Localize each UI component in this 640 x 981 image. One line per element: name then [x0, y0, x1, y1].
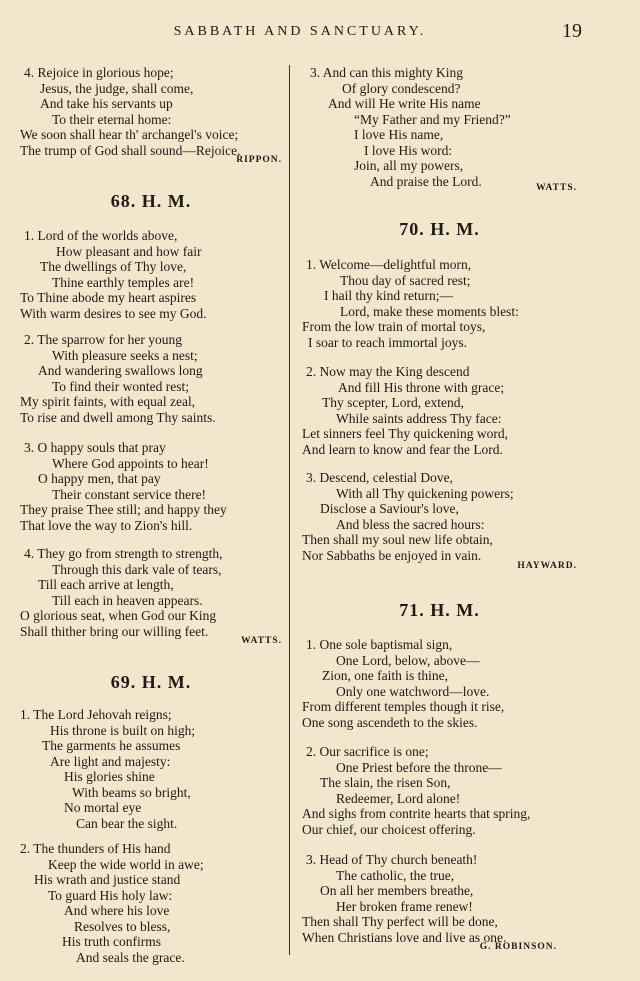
verse-line: How pleasant and how fair	[56, 243, 202, 259]
verse-line: My spirit faints, with equal zeal,	[20, 394, 196, 409]
running-title: SABBATH AND SANCTUARY.	[173, 24, 427, 39]
verse-line: 2. The thunders of His hand	[20, 841, 171, 856]
attribution: HAYWARD.	[517, 561, 577, 571]
verse-line: Keep the wide world in awe;	[48, 856, 204, 872]
attribution: G. ROBINSON.	[479, 942, 557, 952]
verse-line: That love the way to Zion's hill.	[20, 517, 193, 533]
verse	[20, 546, 222, 639]
verse	[302, 744, 530, 837]
verse-line: And learn to know and fear the Lord.	[302, 441, 503, 457]
verse-line: Resolves to bless,	[74, 918, 171, 934]
verse-line: Thine earthly temples are!	[52, 274, 195, 290]
verse-line: The trump of God shall sound—Rejoice.	[20, 142, 241, 158]
verse-line: His wrath and justice stand	[34, 872, 181, 887]
attribution: RIPPON.	[236, 155, 282, 165]
verse-line: They praise Thee still; and happy they	[20, 502, 227, 517]
verse-line: While saints address Thy face:	[336, 410, 502, 426]
verse	[302, 852, 506, 945]
verse-line: And will He write His name	[328, 96, 481, 111]
verse-line: Till each arrive at length,	[38, 577, 174, 592]
verse-line: Where God appoints to hear!	[52, 455, 209, 471]
verse-line: One Lord, below, above—	[336, 652, 480, 668]
verse-line: 4. Rejoice in glorious hope;	[24, 65, 174, 80]
verse-line: Thy scepter, Lord, extend,	[322, 395, 464, 410]
verse-line: Join, all my powers,	[354, 158, 464, 173]
verse-line: I love His name,	[354, 127, 444, 142]
verse-line: Jesus, the judge, shall come,	[40, 80, 194, 96]
verse	[302, 637, 504, 730]
verse-line: Their constant service there!	[52, 486, 207, 502]
verse-line: 2. Our sacrifice is one;	[306, 744, 429, 759]
verse-line: Lord, make these moments blest:	[340, 303, 519, 319]
verse-line: His throne is built on high;	[50, 722, 196, 738]
verse-line: Then shall Thy perfect will be done,	[302, 914, 498, 929]
verse-line: We soon shall hear th' archangel's voice;	[20, 127, 239, 142]
verse-line: 3. O happy souls that pray	[24, 440, 166, 455]
verse-line: With pleasure seeks a nest;	[52, 347, 198, 363]
verse-line: 3. And can this mighty King	[310, 65, 463, 80]
verse-line: And where his love	[64, 903, 170, 918]
verse-line: When Christians love and live as one.	[302, 929, 507, 945]
column-divider	[289, 65, 290, 955]
verse-line: I love His word:	[364, 142, 453, 158]
verse-line: And wandering swallows long	[38, 363, 203, 378]
verse-line: Our chief, our choicest offering.	[302, 821, 476, 837]
attribution: WATTS.	[536, 183, 577, 193]
verse-line: 4. They go from strength to strength,	[24, 546, 223, 561]
verse	[302, 470, 514, 563]
verse-line: Only one watchword—love.	[336, 683, 490, 699]
verse-line: The slain, the risen Son,	[320, 775, 451, 790]
hymn-heading: 68. H. M.	[110, 191, 192, 211]
verse-line: One Priest before the throne—	[336, 759, 502, 775]
verse-line: Till each in heaven appears.	[52, 592, 203, 608]
verse	[20, 841, 204, 965]
verse-line: On all her members breathe,	[320, 883, 474, 898]
verse-line: To Thine abode my heart aspires	[20, 290, 197, 305]
verse-line: I soar to reach immortal joys.	[308, 334, 467, 350]
verse-line: No mortal eye	[64, 800, 142, 815]
verse-line: To guard His holy law:	[48, 887, 173, 903]
hymn-heading: 71. H. M.	[399, 600, 480, 620]
verse-line: One song ascendeth to the skies.	[302, 714, 478, 730]
page-number: 19	[562, 20, 582, 42]
verse-line: And take his servants up	[40, 96, 173, 111]
attribution: WATTS.	[241, 636, 282, 646]
verse	[302, 364, 508, 457]
verse-line: With beams so bright,	[72, 784, 191, 800]
hymn-heading: 70. H. M.	[399, 219, 480, 239]
verse-line: 2. Now may the King descend	[306, 364, 470, 379]
verse-line: With warm desires to see my God.	[20, 305, 207, 321]
verse-line: His truth confirms	[62, 934, 161, 949]
verse-line: I hail thy kind return;—	[324, 288, 453, 303]
verse-line: And fill His throne with grace;	[338, 379, 505, 395]
verse-line: 2. The sparrow for her young	[24, 332, 182, 347]
verse-line: Then shall my soul new life obtain,	[302, 532, 493, 547]
verse-line: Shall thither bring our willing feet.	[20, 623, 209, 639]
verse-line: Her broken frame renew!	[336, 898, 473, 914]
verse-line: Through this dark vale of tears,	[52, 561, 222, 577]
verse-line: From different temples though it rise,	[302, 699, 505, 714]
verse-line: O happy men, that pay	[38, 471, 161, 486]
verse-line: 3. Descend, celestial Dove,	[306, 470, 453, 485]
verse-line: Zion, one faith is thine,	[322, 668, 448, 683]
verse	[20, 332, 216, 425]
verse-line: Disclose a Saviour's love,	[320, 501, 459, 516]
hymn-heading: 69. H. M.	[110, 672, 192, 692]
verse	[20, 440, 227, 533]
verse-line: To rise and dwell among Thy saints.	[20, 409, 216, 425]
verse-line: Let sinners feel Thy quickening word,	[302, 426, 508, 441]
verse-line: Thou day of sacred rest;	[340, 272, 471, 288]
verse-line: With all Thy quickening powers;	[336, 485, 514, 501]
verse-line: And bless the sacred hours:	[336, 516, 485, 532]
verse-line: To their eternal home:	[52, 111, 172, 127]
verse-line: Redeemer, Lord alone!	[336, 790, 461, 806]
continued-verse	[20, 65, 240, 158]
continued-verse	[302, 65, 511, 189]
verse-line: Can bear the sight.	[76, 815, 178, 831]
verse-line: The garments he assumes	[42, 738, 181, 753]
verse-line: 1. The Lord Jehovah reigns;	[20, 707, 172, 722]
verse-line: The catholic, the true,	[336, 867, 455, 883]
verse-line: And sighs from contrite hearts that spring,	[302, 806, 531, 821]
verse-line: And seals the grace.	[76, 949, 185, 965]
verse-line: His glories shine	[64, 769, 155, 784]
verse-line: O glorious seat, when God our King	[20, 608, 217, 623]
verse-line: Are light and majesty:	[50, 753, 171, 769]
verse-line: Of glory condescend?	[342, 80, 461, 96]
verse-line: The dwellings of Thy love,	[40, 259, 187, 274]
verse	[20, 228, 207, 321]
verse-line: 1. One sole baptismal sign,	[306, 637, 453, 652]
verse-line: 3. Head of Thy church beneath!	[306, 852, 478, 867]
verse-line: 1. Welcome—delightful morn,	[306, 257, 472, 272]
verse-line: And praise the Lord.	[370, 173, 482, 189]
verse-line: To find their wonted rest;	[52, 378, 190, 394]
verse-line: “My Father and my Friend?”	[354, 111, 511, 127]
verse	[20, 707, 195, 831]
verse	[302, 257, 519, 350]
verse-line: From the low train of mortal toys,	[302, 319, 486, 334]
verse-line: Nor Sabbaths be enjoyed in vain.	[302, 547, 482, 563]
verse-line: 1. Lord of the worlds above,	[24, 228, 178, 243]
